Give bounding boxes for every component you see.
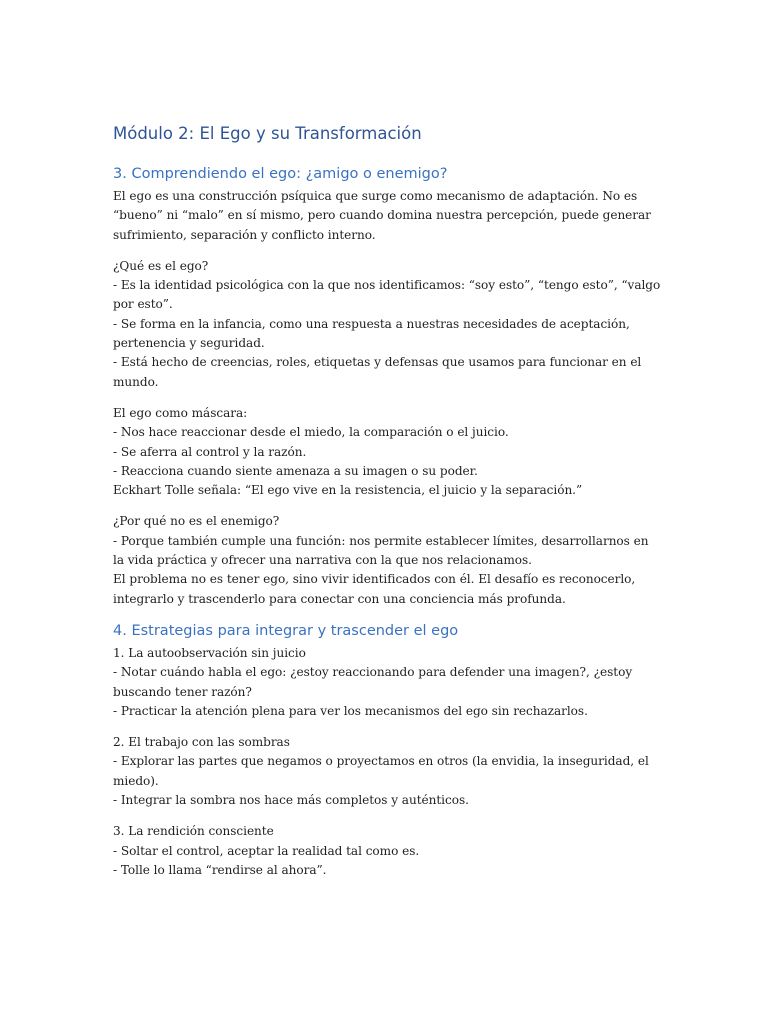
text-line: - Integrar la sombra nos hace más completos y auténticos.: [113, 793, 469, 808]
text-line: ¿Por qué no es el enemigo?: [113, 514, 280, 529]
text-line: 2. El trabajo con las sombras: [113, 735, 290, 750]
text-line: El problema no es tener ego, sino vivir identificados con él. El desafío es reconocerlo, integrarlo y trascenderlo para conectar con una conciencia más profunda.: [113, 572, 636, 606]
text-line: El ego como máscara:: [113, 405, 248, 420]
paragraph: [113, 257, 661, 392]
paragraph: [113, 733, 661, 810]
text-line: - Explorar las partes que negamos o proyectamos en otros (la envidia, la inseguridad, el miedo).: [113, 754, 649, 788]
text-line: ¿Qué es el ego?: [113, 258, 209, 273]
text-line: - Notar cuándo habla el ego: ¿estoy reaccionando para defender una imagen?, ¿estoy buscando tener razón?: [113, 665, 633, 699]
text-line: - Tolle lo llama “rendirse al ahora”.: [113, 862, 327, 877]
document-body: [113, 122, 661, 892]
text-line: - Nos hace reaccionar desde el miedo, la comparación o el juicio.: [113, 425, 509, 440]
paragraph: [113, 822, 661, 880]
section-1: [113, 164, 661, 609]
section-heading: 4. Estrategias para integrar y trascender el ego: [113, 622, 459, 639]
text-line: - Reacciona cuando siente amenaza a su imagen o su poder.: [113, 463, 478, 478]
document-title: Módulo 2: El Ego y su Transformación: [113, 124, 422, 143]
text-line: El ego es una construcción psíquica que surge como mecanismo de adaptación. No es “bueno” ni “malo” en sí mismo, pero cuando domina nuestra percepción, puede generar sufrimiento, separación y conflicto interno.: [113, 189, 651, 242]
text-line: 3. La rendición consciente: [113, 824, 274, 839]
text-line: Eckhart Tolle señala: “El ego vive en la resistencia, el juicio y la separación.”: [113, 483, 583, 498]
paragraph: [113, 512, 661, 608]
text-line: 1. La autoobservación sin juicio: [113, 645, 306, 660]
section-heading: 3. Comprendiendo el ego: ¿amigo o enemigo?: [113, 166, 448, 182]
paragraph: [113, 404, 661, 500]
text-line: - Se forma en la infancia, como una respuesta a nuestras necesidades de aceptación, pertenencia y seguridad.: [113, 316, 630, 351]
text-line: - Se aferra al control y la razón.: [113, 444, 307, 459]
paragraph: [113, 644, 661, 721]
text-line: - Practicar la atención plena para ver los mecanismos del ego sin rechazarlos.: [113, 703, 588, 718]
text-line: - Está hecho de creencias, roles, etiquetas y defensas que usamos para funcionar en el mundo.: [113, 355, 642, 389]
sections-container: [113, 164, 661, 880]
text-line: - Porque también cumple una función: nos permite establecer límites, desarrollarnos en la vida práctica y ofrecer una narrativa con la que nos relacionamos.: [113, 533, 649, 568]
section-2: [113, 621, 661, 880]
paragraph: [113, 187, 661, 245]
text-line: - Soltar el control, aceptar la realidad tal como es.: [113, 843, 420, 858]
text-line: - Es la identidad psicológica con la que nos identificamos: “soy esto”, “tengo esto”, “valgo por esto”.: [113, 278, 661, 312]
